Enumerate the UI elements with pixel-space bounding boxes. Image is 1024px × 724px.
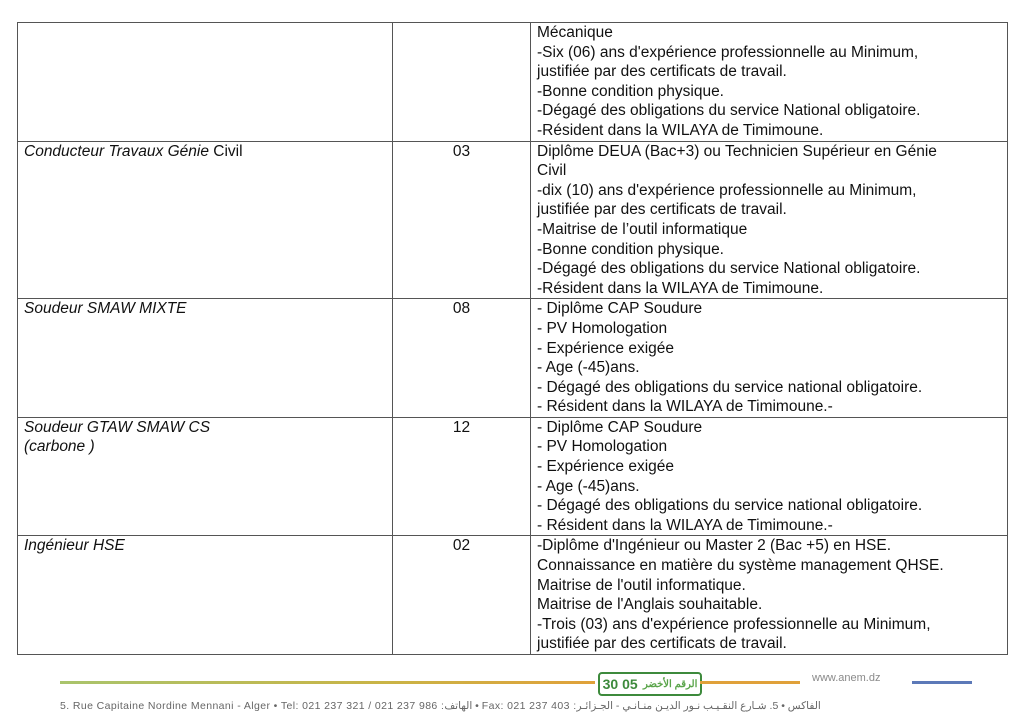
requirement-line: -Diplôme d'Ingénieur ou Master 2 (Bac +5) en HSE.: [537, 537, 892, 555]
website-link[interactable]: www.anem.dz: [812, 672, 881, 684]
requirement-line: -dix (10) ans d'expérience professionnelle au Minimum,: [537, 181, 917, 199]
requirement-line: -Six (06) ans d'expérience professionnelle au Minimum,: [537, 43, 919, 61]
positions-count: 08: [393, 299, 531, 418]
footer-blue-accent: [912, 681, 972, 684]
requirement-line: -Dégagé des obligations du service National obligatoire.: [537, 260, 921, 278]
requirement-line: Mécanique: [537, 24, 613, 41]
requirement-line: Maitrise de l'outil informatique.: [537, 576, 746, 594]
positions-count: 02: [393, 536, 531, 655]
requirement-line: - PV Homologation: [537, 319, 668, 337]
footer-divider-line-right: [700, 681, 800, 684]
requirements-cell: [531, 417, 1008, 536]
job-title: Conducteur Travaux Génie Civil: [24, 142, 243, 160]
green-number-badge: [598, 672, 702, 696]
job-title: (carbone ): [24, 438, 95, 456]
requirement-line: - Dégagé des obligations du service national obligatoire.: [537, 497, 923, 515]
table-row: [18, 536, 1008, 655]
table-row: [18, 417, 1008, 536]
footer-address: 5. Rue Capitaine Nordine Mennani - Alger • Tel: 021 237 321 / 021 237 986 :الهاتف • Fax: 021 237 403 :الفاكس • 5. شـارع النقـيـب نـور الديـن منـانـي - الجـزائـر: [60, 700, 821, 712]
table-row: [18, 23, 1008, 142]
requirement-line: -Maitrise de l’outil informatique: [537, 220, 748, 238]
green-number-label: الرقم الأخضر: [642, 678, 698, 690]
requirements-cell: [531, 536, 1008, 655]
requirement-line: - PV Homologation: [537, 438, 668, 456]
requirement-line: -Dégagé des obligations du service National obligatoire.: [537, 102, 921, 120]
requirement-line: -Résident dans la WILAYA de Timimoune.: [537, 121, 824, 139]
requirement-line: - Résident dans la WILAYA de Timimoune.-: [537, 398, 833, 416]
job-title-cell: [18, 299, 393, 418]
requirement-line: justifiée par des certificats de travail.: [537, 63, 787, 81]
requirement-line: -Résident dans la WILAYA de Timimoune.: [537, 279, 824, 297]
job-title-cell: [18, 417, 393, 536]
requirement-line: Civil: [537, 162, 567, 180]
requirement-line: - Résident dans la WILAYA de Timimoune.-: [537, 516, 833, 534]
table-row: [18, 141, 1008, 299]
requirement-line: -Bonne condition physique.: [537, 82, 724, 100]
job-title-cell: [18, 23, 393, 142]
requirement-line: justifiée par des certificats de travail.: [537, 635, 787, 653]
job-offers-table: [17, 22, 1008, 655]
job-title: Ingénieur HSE: [24, 537, 125, 555]
requirement-line: -Bonne condition physique.: [537, 240, 724, 258]
requirements-cell: [531, 141, 1008, 299]
requirement-line: - Diplôme CAP Soudure: [537, 300, 703, 318]
requirement-line: -Trois (03) ans d'expérience professionnelle au Minimum,: [537, 615, 931, 633]
positions-count: 12: [393, 417, 531, 536]
requirement-line: Diplôme DEUA (Bac+3) ou Technicien Supérieur en Génie: [537, 142, 937, 160]
requirement-line: - Diplôme CAP Soudure: [537, 418, 703, 436]
requirements-cell: [531, 299, 1008, 418]
requirements-cell: [531, 23, 1008, 142]
requirement-line: - Age (-45)ans.: [537, 359, 640, 377]
table-row: [18, 299, 1008, 418]
requirement-line: justifiée par des certificats de travail.: [537, 201, 787, 219]
job-title: Soudeur SMAW MIXTE: [24, 300, 187, 318]
positions-count: 03: [393, 141, 531, 299]
requirement-line: - Expérience exigée: [537, 339, 674, 357]
job-title-suffix: Civil: [208, 142, 243, 160]
job-title: Soudeur GTAW SMAW CS: [24, 418, 211, 436]
requirement-line: - Expérience exigée: [537, 458, 674, 476]
requirement-line: - Age (-45)ans.: [537, 477, 640, 495]
job-title-cell: [18, 536, 393, 655]
positions-count: [393, 23, 531, 142]
footer-divider-line: [60, 681, 595, 684]
job-title-cell: [18, 141, 393, 299]
green-number: 30 05: [602, 676, 638, 692]
requirement-line: Connaissance en matière du système management QHSE.: [537, 557, 944, 575]
requirement-line: - Dégagé des obligations du service national obligatoire.: [537, 378, 923, 396]
requirement-line: Maitrise de l'Anglais souhaitable.: [537, 596, 763, 614]
